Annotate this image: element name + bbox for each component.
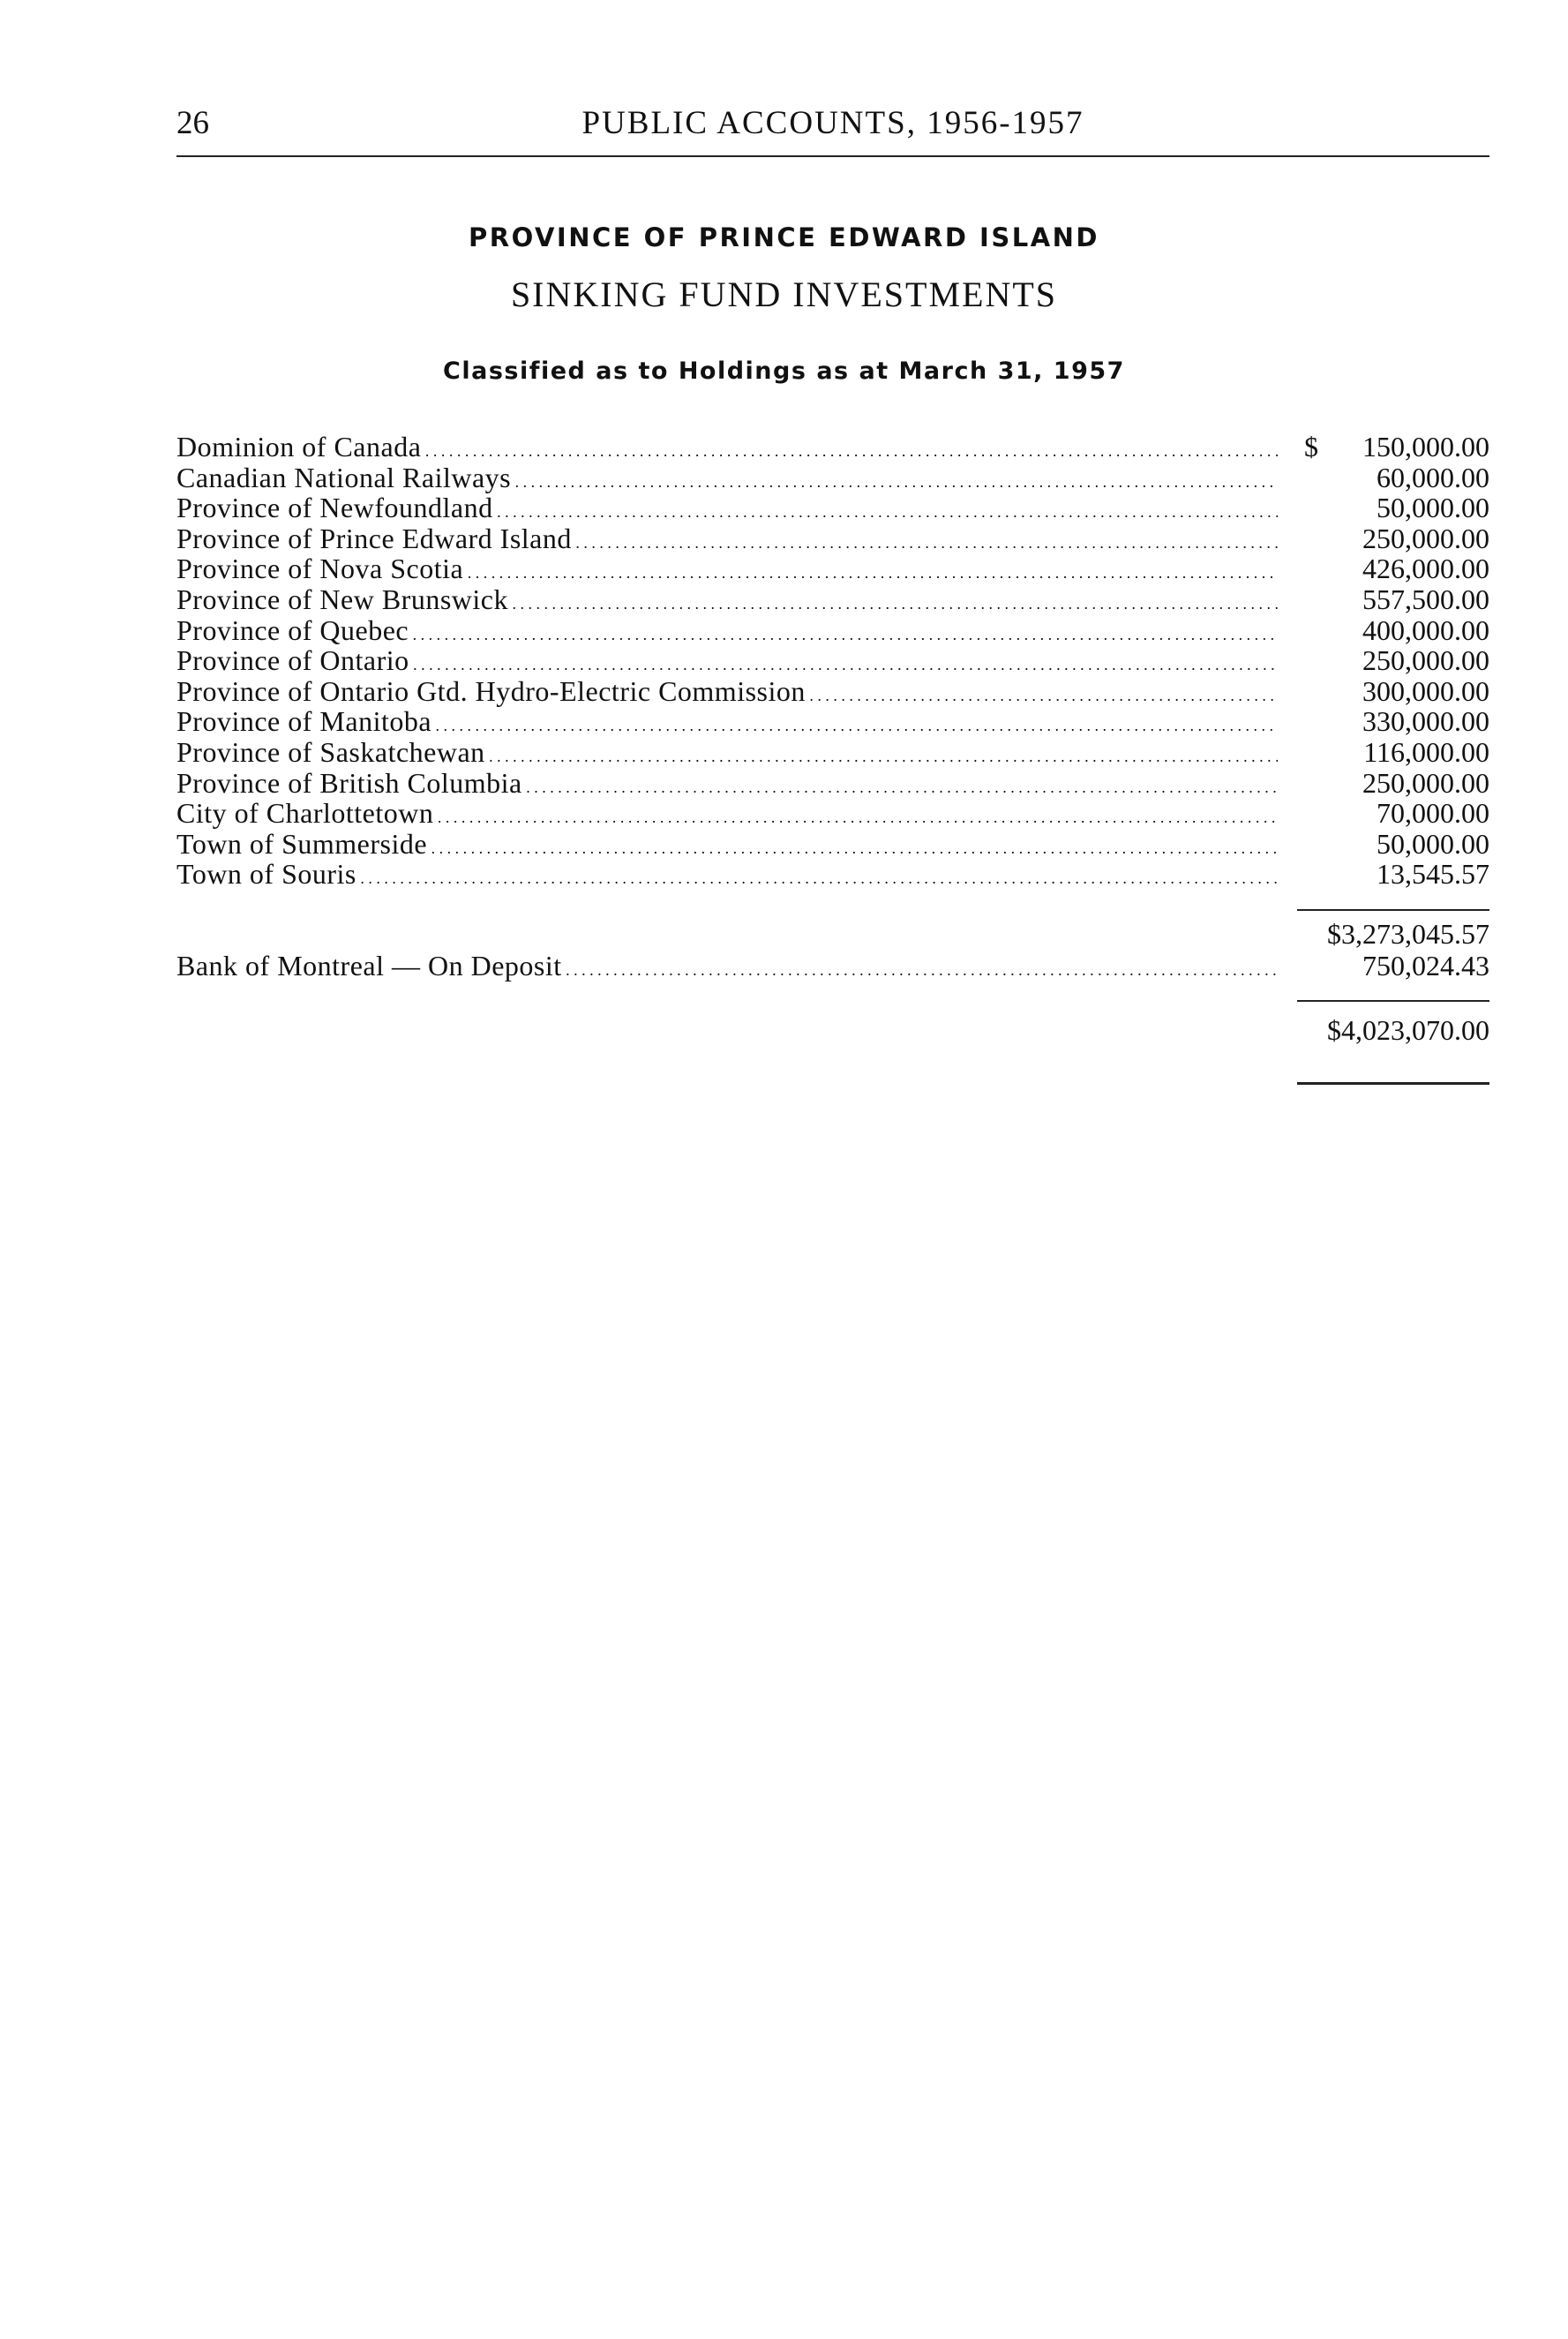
holding-amount: 250,000.00 — [1362, 522, 1489, 554]
list-item — [176, 523, 1489, 554]
holding-amount: 150,000.00 — [1362, 431, 1489, 463]
deposit-label: Bank of Montreal — On Deposit . . . — [176, 951, 1278, 986]
currency-symbol: $ — [1304, 431, 1318, 463]
page-header — [176, 104, 1489, 148]
holding-label: Town of Summerside . . . — [176, 829, 1278, 864]
holding-amount: 250,000.00 — [1362, 766, 1489, 799]
list-item — [176, 706, 1489, 737]
subtotal-rule — [1297, 909, 1489, 911]
holding-amount: 13,545.57 — [1377, 858, 1489, 891]
holding-label: Province of Quebec . . . — [176, 615, 1278, 651]
holding-amount: 250,000.00 — [1362, 644, 1489, 677]
list-item — [176, 951, 1489, 981]
holding-amount: 400,000.00 — [1362, 613, 1489, 646]
section-title: SINKING FUND INVESTMENTS — [510, 275, 1058, 314]
list-item — [176, 553, 1489, 584]
header-rule — [176, 155, 1489, 157]
list-item — [176, 859, 1489, 890]
holdings-list — [176, 432, 1489, 890]
deposit-row — [176, 951, 1489, 981]
list-item — [176, 676, 1489, 707]
province-title: PROVINCE OF PRINCE EDWARD ISLAND — [469, 222, 1099, 252]
holding-label: Canadian National Railways . . . — [176, 463, 1278, 498]
holding-label: City of Charlottetown . . . — [176, 798, 1278, 833]
list-item — [176, 584, 1489, 615]
running-title: PUBLIC ACCOUNTS, 1956-1957 — [581, 105, 1084, 141]
list-item — [176, 615, 1489, 646]
holding-label: Province of Prince Edward Island . . . — [176, 523, 1278, 559]
section-subtitle: Classified as to Holdings as at March 31, 1957 — [443, 357, 1125, 385]
holding-amount: 116,000.00 — [1363, 735, 1489, 768]
holding-label: Province of Ontario . . . — [176, 645, 1278, 681]
holding-label: Province of Newfoundland . . . — [176, 493, 1278, 528]
deposit-amount: 750,024.43 — [1362, 950, 1489, 981]
holding-amount: 426,000.00 — [1362, 553, 1489, 585]
holding-amount: 300,000.00 — [1362, 674, 1489, 707]
holding-label: Province of Nova Scotia . . . — [176, 553, 1278, 589]
list-item — [176, 645, 1489, 676]
holding-amount: 70,000.00 — [1377, 797, 1489, 830]
holding-amount: 557,500.00 — [1362, 583, 1489, 615]
holding-amount: 330,000.00 — [1362, 705, 1489, 738]
holding-label: Province of British Columbia . . . — [176, 768, 1278, 803]
list-item — [176, 432, 1489, 463]
holding-label: Province of New Brunswick . . . — [176, 584, 1278, 620]
list-item — [176, 798, 1489, 829]
list-item — [176, 829, 1489, 860]
holding-amount: 50,000.00 — [1377, 827, 1489, 860]
holding-amount: 60,000.00 — [1377, 461, 1489, 493]
holding-label: Province of Saskatchewan . . . — [176, 737, 1278, 772]
list-item — [176, 768, 1489, 799]
grand-total-rule — [1297, 1000, 1489, 1002]
holding-amount: 50,000.00 — [1377, 492, 1489, 524]
grand-total-amount: $4,023,070.00 — [1327, 1014, 1489, 1046]
holding-label: Dominion of Canada . . . — [176, 432, 1278, 467]
subtotal-amount: $3,273,045.57 — [1327, 918, 1489, 950]
list-item — [176, 493, 1489, 523]
list-item — [176, 737, 1489, 768]
holding-label: Town of Souris . . . — [176, 859, 1278, 894]
holding-label: Province of Manitoba . . . — [176, 706, 1278, 741]
list-item — [176, 463, 1489, 493]
page-number: 26 — [176, 105, 209, 141]
holding-label: Province of Ontario Gtd. Hydro-Electric Commission . . . — [176, 676, 1278, 711]
grand-total-double-rule — [1297, 1082, 1489, 1085]
